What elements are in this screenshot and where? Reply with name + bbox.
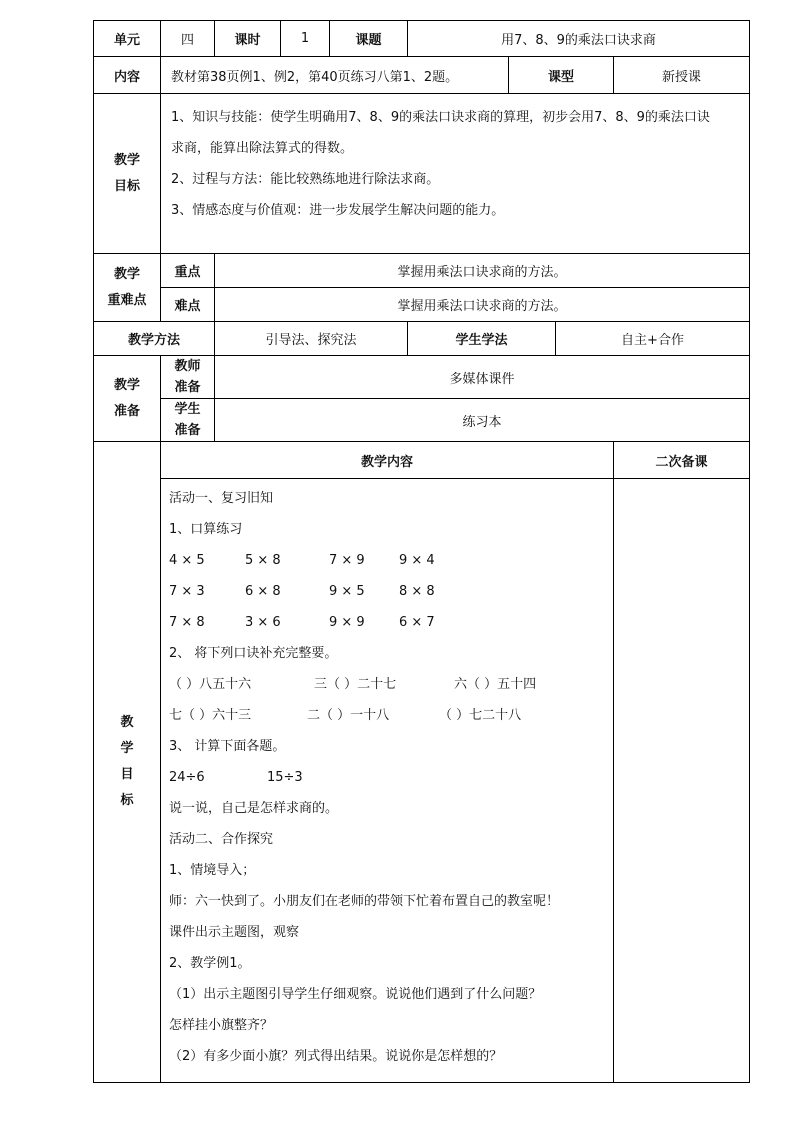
- activity-two-title: 活动二、合作探究: [169, 832, 274, 847]
- example-line: 2、教学例1。: [169, 956, 251, 971]
- lesson-type-label: 课型: [509, 57, 614, 94]
- student-prep-label: 学生 准备: [161, 399, 215, 442]
- teaching-content: [161, 479, 614, 1083]
- activity-one-title: 活动一、复习旧知: [169, 491, 274, 506]
- key-label: 重点: [161, 254, 215, 288]
- key-point-row: [94, 254, 750, 288]
- learning-method-label: 学生学法: [408, 322, 556, 356]
- prep-label: 教学 准备: [94, 356, 161, 442]
- fill-row: （ ）八五十六 三（ ）二十七 六（ ）五十四: [169, 677, 537, 692]
- compute-title: 3、 计算下面各题。: [169, 739, 286, 754]
- question-one: （1）出示主题图引导学生仔细观察。说说他们遇到了什么问题？: [169, 987, 542, 1002]
- say-line: 说一说，自己是怎样求商的。: [169, 801, 339, 816]
- goals-label: 教学 目标: [94, 94, 161, 254]
- lesson-type-value: 新授课: [614, 57, 750, 94]
- learning-method-value: 自主+合作: [556, 322, 750, 356]
- topic-label: 课题: [330, 21, 408, 57]
- process-body-row: [94, 479, 750, 1083]
- teaching-method-label: 教学方法: [94, 322, 215, 356]
- lesson-plan-page: [93, 20, 749, 1083]
- goals-row: [94, 94, 750, 254]
- topic-value: 用7、8、9的乘法口诀求商: [408, 21, 750, 57]
- teacher-prep-row: [94, 356, 750, 399]
- teacher-prep-label: 教师 准备: [161, 356, 215, 399]
- difficult-value: 掌握用乘法口诀求商的方法。: [215, 288, 750, 322]
- intro-line: 1、情境导入；: [169, 863, 256, 878]
- content-value: 教材第38页例1、例2，第40页练习八第1、2题。: [161, 57, 509, 94]
- unit-label: 单元: [94, 21, 161, 57]
- content-header: 教学内容: [161, 442, 614, 479]
- content-label: 内容: [94, 57, 161, 94]
- teacher-prep-value: 多媒体课件: [215, 356, 750, 399]
- methods-row: [94, 322, 750, 356]
- teaching-method-value: 引导法、探究法: [215, 322, 408, 356]
- content-row: [94, 57, 750, 94]
- student-prep-row: [94, 399, 750, 442]
- calc-row: 4 × 5 5 × 8 7 × 9 9 × 4: [169, 553, 435, 568]
- difficult-point-row: [94, 288, 750, 322]
- calc-row: 7 × 3 6 × 8 9 × 5 8 × 8: [169, 584, 435, 599]
- student-prep-value: 练习本: [215, 399, 750, 442]
- goal-line: 求商，能算出除法算式的得数。: [171, 141, 354, 156]
- lesson-plan-table: [93, 20, 750, 1083]
- division-row: 24÷6 15÷3: [169, 770, 303, 785]
- fill-in-title: 2、 将下列口诀补充完整要。: [169, 646, 338, 661]
- goal-line: 3、情感态度与价值观：进一步发展学生解决问题的能力。: [171, 203, 505, 218]
- teacher-line: 师：六一快到了。小朋友们在老师的带领下忙着布置自己的教室呢！: [169, 894, 560, 909]
- revision-header: 二次备课: [614, 442, 750, 479]
- unit-value: 四: [161, 21, 215, 57]
- goal-line: 1、知识与技能：使学生明确用7、8、9的乘法口诀求商的算理，初步会用7、8、9的乘法口诀: [171, 110, 710, 125]
- period-value: 1: [281, 21, 330, 57]
- goals-text: [161, 94, 750, 254]
- fill-row: 七（ ）六十三 二（ ）一十八 （ ）七二十八: [169, 708, 522, 723]
- question-one-b: 怎样挂小旗整齐？: [169, 1018, 274, 1033]
- process-header-row: [94, 442, 750, 479]
- key-value: 掌握用乘法口诀求商的方法。: [215, 254, 750, 288]
- calc-row: 7 × 8 3 × 6 9 × 9 6 × 7: [169, 615, 435, 630]
- courseware-line: 课件出示主题图，观察: [169, 925, 300, 940]
- header-row: [94, 21, 750, 57]
- revision-area: [614, 479, 750, 1083]
- process-side-label: 教 学 目 标: [94, 442, 161, 1083]
- key-points-label: 教学 重难点: [94, 254, 161, 322]
- difficult-label: 难点: [161, 288, 215, 322]
- period-label: 课时: [215, 21, 281, 57]
- goal-line: 2、过程与方法：能比较熟练地进行除法求商。: [171, 172, 440, 187]
- question-two: （2）有多少面小旗？列式得出结果。说说你是怎样想的？: [169, 1049, 503, 1064]
- oral-calc-title: 1、口算练习: [169, 522, 243, 537]
